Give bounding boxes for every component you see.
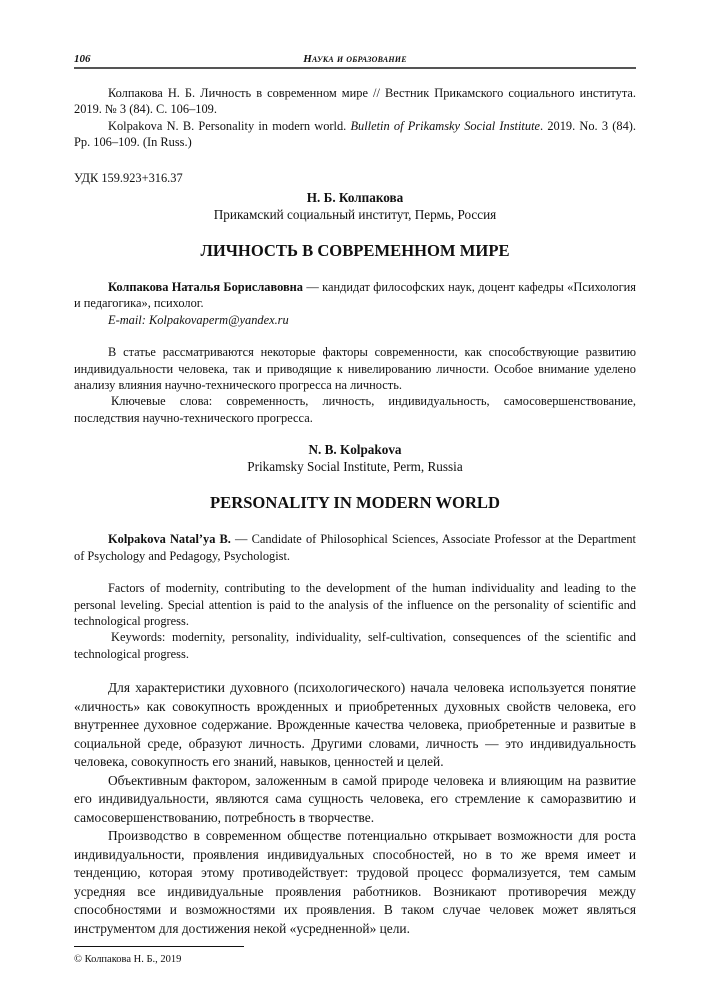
- document-page: [74, 52, 636, 966]
- en-article-title: PERSONALITY IN MODERN WORLD: [210, 493, 500, 513]
- page-number: 106: [74, 53, 91, 65]
- article-body: [74, 679, 636, 938]
- citation-en-suffix: . 2019. No. 3 (84). Pp. 106–109. (In Russ.): [74, 118, 637, 150]
- email-link[interactable]: E-mail: Kolpakovaperm@yandex.ru: [108, 312, 289, 327]
- ru-abstract: В статье рассматриваются некоторые факторы современности, как способствующие развитию индивидуальности человека, так и приводящие к нивелированию личности. Особое внимание уделено анализу влияния научно-технического прогресса на личность.: [74, 345, 636, 393]
- en-author-full-name: Kolpakova Natal’ya B.: [108, 532, 231, 547]
- en-author-credentials: — Candidate of Philosophical Sciences, Associate Professor at the Department of Psychology and Pedagogy, Psychologist.: [74, 532, 636, 563]
- running-header: [74, 52, 636, 69]
- en-affiliation: Prikamsky Social Institute, Perm, Russia: [247, 459, 463, 475]
- ru-author-info: [74, 279, 636, 328]
- ru-author-email[interactable]: [74, 312, 636, 328]
- journal-name: Наука и образование: [303, 53, 407, 65]
- en-author-description: [74, 531, 636, 564]
- ru-abstract-block: [74, 344, 636, 426]
- body-paragraph: Объективным фактором, заложенным в самой природе человека и влияющим на развитие его индивидуальности, являются сама сущность человека, его стремление к саморазвитию и самосовершенствованию, потребность в творчестве.: [74, 772, 636, 825]
- en-abstract-block: [74, 580, 636, 662]
- ru-author-block: [74, 189, 636, 224]
- citation-block: [74, 85, 636, 151]
- ru-author-name: Н. Б. Колпакова: [306, 190, 404, 206]
- citation-en-prefix: Kolpakova N. B. Personality in modern world.: [108, 118, 351, 133]
- en-author-name: N. B. Kolpakova: [308, 442, 402, 458]
- en-author-info: [74, 531, 636, 564]
- ru-author-full-name: Колпакова Наталья Бориславовна: [108, 280, 304, 295]
- en-abstract: Factors of modernity, contributing to the development of the human individuality and leading to the personal leveling. Special attention is paid to the analysis of the influence on the personality of scientific and technological progress.: [74, 581, 636, 628]
- ru-author-credentials: — кандидат философских наук, доцент кафедры «Психология и педагогика», психолог.: [74, 280, 636, 311]
- ru-article-title: ЛИЧНОСТЬ В СОВРЕМЕННОМ МИРЕ: [200, 241, 510, 261]
- en-author-block: [74, 441, 636, 476]
- ru-keywords: Ключевые слова: современность, личность, индивидуальность, самосовершенствование, последствия научно-технического прогресса.: [74, 394, 636, 425]
- ru-author-description: [74, 279, 636, 312]
- body-paragraph: Для характеристики духовного (психологического) начала человека используется понятие «личность» как совокупность врожденных и приобретенных духовных свойств человека, его внутреннее духовное содержание. Врожденные качества человека, приобретенные и развитые в социальной среде, образуют личность. Другими словами, личность — это индивидуальность человека, совокупность его знаний, навыков, ценностей и целей.: [74, 680, 636, 770]
- citation-en: [74, 118, 636, 151]
- footnote-divider: [74, 946, 244, 947]
- body-paragraph: Производство в современном обществе потенциально открывает возможности для роста индивидуальности, проявления индивидуальных способностей, но в то же время имеет и тенденцию, которая этому противодействует: трудовой процесс формализуется, тем самым усредняя все индивидуальные проявления работников. Возникают противоречия между способностями и возможностями их проявления. В таком случае человек может являться инструментом для достижения некой «усредненной» цели.: [74, 828, 636, 936]
- udk-code: УДК 159.923+316.37: [74, 170, 183, 185]
- copyright-footnote: © Колпакова Н. Б., 2019: [74, 954, 182, 966]
- ru-affiliation: Прикамский социальный институт, Пермь, Россия: [213, 207, 497, 223]
- citation-ru: Колпакова Н. Б. Личность в современном мире // Вестник Прикамского социального института. 2019. № 3 (84). С. 106–109.: [74, 86, 636, 117]
- citation-en-journal: Bulletin of Prikamsky Social Institute: [350, 118, 541, 133]
- en-keywords: Keywords: modernity, personality, individuality, self-cultivation, consequences of the scientific and technological progress.: [74, 630, 636, 661]
